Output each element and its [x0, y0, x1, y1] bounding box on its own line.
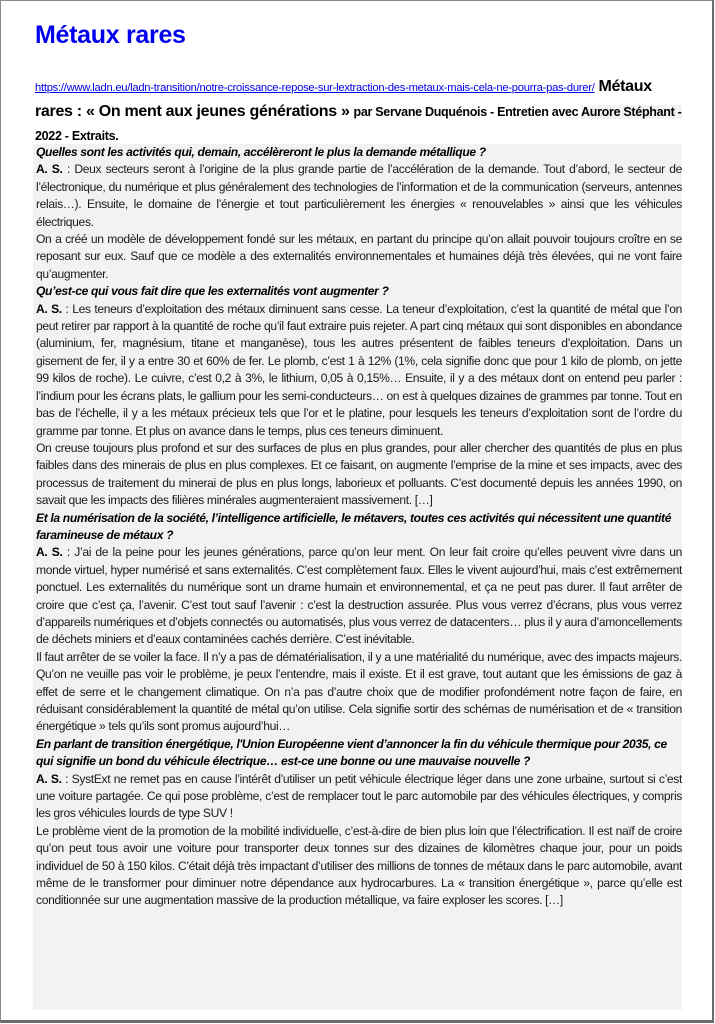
source-link[interactable]: https://www.ladn.eu/ladn-transition/notre-croissance-repose-sur-lextraction-des-metaux-mais-cela-ne-pourra-pas-durer/ [35, 82, 595, 94]
speaker-label: A. S. [36, 545, 63, 560]
byline-author: par Servane Duquénois - Entretien avec [353, 105, 579, 119]
answer-1-continued: On a créé un modèle de développement fondé sur les métaux, en partant du principe qu’on allait pouvoir toujours croître en se reposant sur eux. Sauf que ce modèle a des externalités environnementales et humaines déjà très élevées, qui ne vont faire qu’augmenter. [36, 232, 682, 281]
answer-3-continued: Il faut arrêter de se voiler la face. Il n’y a pas de dématérialisation, il y a une matérialité du numérique, avec des impacts majeurs. Qu’on ne veuille pas voir le problème, je peux l’entendre, mais il existe. Et il est grave, tout autant que les émissions de gaz à effet de serre et le changement climatique. On n’a pas d’autre choix que de modifier profondément notre façon de faire, en réduisant considérablement la quantité de métal qu’on utilise. Cela signifie sortir des schémas de numérisation et de « transition énergétique » tels qu’ils sont promus aujourd’hui… [36, 649, 682, 734]
answer-2-text: : Les teneurs d’exploitation des métaux diminuent sans cesse. La teneur d’exploitation, c’est la quantité de métal que l’on peut retirer par rapport à la quantité de roche qu’il faut extraire puis rejeter. A part cinq métaux qui sont disponibles en abondance (aluminium, fer, magnésium, titane et manganèse), tous les autres présentent de faibles teneurs d’exploitation. Dans un gisement de fer, il y a entre 30 et 60% de fer. Le plomb, c’est 1 à 12% (1%, cela signifie donc que pour 1 kilo de plomb, on jette 99 kilos de roche). Le cuivre, c’est 0,2 à 3%, le lithium, 0,05 à 0,15%… Ensuite, il y a des métaux dont on entend peu parler : l’indium pour les écrans plats, le gallium pour les semi-conducteurs… on est à quelques dizaines de grammes par tonne. Tout en bas de l’échelle, il y a les métaux précieux tels que l’or et le platine, pour lesquels les teneurs d’exploitation sont de l’ordre du gramme par tonne. Et plus on avance dans le temps, plus ces teneurs diminuent. [36, 301, 682, 438]
answer-2 [36, 301, 682, 440]
answer-4-text: : SystExt ne remet pas en cause l’intérêt d’utiliser un petit véhicule électrique léger dans une zone urbaine, surtout si c’est une voiture partagée. Ce qui pose problème, c’est de remplacer tout le parc automobile par des véhicules électriques, y compris les gros véhicules lourds de type SUV ! [36, 771, 683, 821]
interview-content [33, 144, 682, 1010]
question-2: Qu’est-ce qui vous fait dire que les externalités vont augmenter ? [36, 284, 389, 299]
answer-3-text: : J’ai de la peine pour les jeunes générations, parce qu’on leur ment. On leur fait croire qu’elles peuvent vivre dans un monde virtuel, hyper numérisé et sans externalités. C’est complètement faux. Elles le vivent aujourd’hui, mais c’est extrêmement ponctuel. Les externalités du numérique sont un drame humain et environnemental, et ça ne peut pas durer. Il faut arrêter de croire que c’est ça, l’avenir. C’est tout sauf l’avenir : c’est la destruction assurée. Plus vous verrez d’écrans, plus vous verrez d’appareils numériques et d’objets connectés ou automatisés, plus vous verrez de datacenters… plus il y aura d’amoncellements de déchets miniers et d’eaux contaminées cachés derrière. C’est inévitable. [36, 545, 682, 647]
answer-2-continued: On creuse toujours plus profond et sur des surfaces de plus en plus grandes, pour aller chercher des quantités de plus en plus faibles dans des minerais de plus en plus complexes. Et ce faisant, on augmente l’emprise de la mine et ses impacts, avec des processus de traitement du minerai de plus en plus longs, laborieux et polluants. C’est documenté depuis les années 1990, on savait que les impacts des filières minérales augmenteraient massivement. […] [36, 440, 682, 508]
page-title: Métaux rares [35, 21, 186, 49]
article-title: Métaux rares : « On ment aux jeunes générations » [35, 78, 652, 120]
byline-interviewee: Aurore Stéphant - [581, 105, 682, 119]
article-header [35, 75, 687, 148]
question-1: Quelles sont les activités qui, demain, accélèreront le plus la demande métallique ? [36, 145, 486, 159]
answer-4-continued: Le problème vient de la promotion de la mobilité individuelle, c’est-à-dire de bien plus loin que l’électrification. Il est naïf de croire qu’on peut tous avoir une voiture pour transporter deux tonnes sur des dizaines de kilomètres chaque jour, pour un poids individuel de 50 à 150 kilos. C’était déjà très impactant d’utiliser des millions de tonnes de métaux dans le parc automobile, avant même de le transformer pour diminuer notre dépendance aux hydrocarbures. La « transition énergétique », parce qu’elle est conditionnée sur une augmentation massive de la production métallique, va faire exploser les scores. […] [36, 823, 682, 908]
speaker-label: A. S. [36, 771, 62, 786]
answer-1-text: : Deux secteurs seront à l’origine de la plus grande partie de l’accélération de la demande. Tout d’abord, le secteur de l’électronique, du numérique et plus généralement des technologies de l’information et de la communication (serveurs, antennes relais…). Ensuite, le domaine de l’énergie et tout particulièrement les énergies « renouvelables » ainsi que les véhicules électriques. [36, 162, 682, 229]
answer-1 [36, 161, 682, 231]
answer-3 [36, 544, 682, 648]
question-4: En parlant de transition énergétique, l'Union Européenne vient d’annoncer la fin du véhicule thermique pour 2035, ce qui signifie un bond du véhicule électrique… est-ce une bonne ou une mauvaise nouvelle ? [36, 736, 667, 769]
speaker-label: A. S. [36, 301, 62, 316]
speaker-label: A. S. [36, 162, 63, 177]
answer-4 [36, 771, 682, 823]
question-3: Et la numérisation de la société, l’intelligence artificielle, le métavers, toutes ces activités qui nécessitent une quantité faramineuse de métaux ? [36, 510, 672, 542]
byline-date: 2022 - Extraits. [35, 129, 119, 143]
